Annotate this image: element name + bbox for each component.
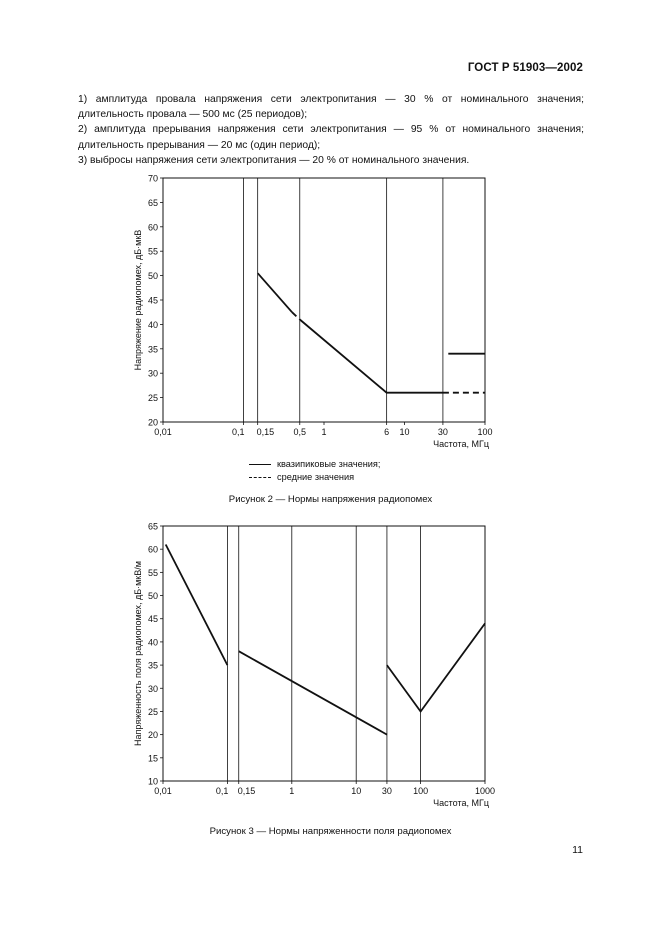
x-tick-label: 1 (321, 427, 327, 437)
y-tick-label: 55 (147, 567, 158, 578)
legend-label-quasi-peak: квазипиковые значения; (277, 459, 381, 469)
legend-item-average (249, 471, 380, 484)
y-tick-label: 10 (147, 776, 158, 787)
y-tick-label: 45 (147, 614, 158, 625)
solid-line-swatch (249, 464, 271, 465)
x-tick-label: 100 (413, 786, 429, 796)
page-number: 11 (572, 844, 583, 856)
series-line-segment-1 (239, 651, 387, 734)
figure-2-caption: Рисунок 2 — Нормы напряжения радиопомех (228, 494, 433, 505)
x-tick-label: 0,5 (293, 427, 307, 437)
x-tick-label: 0,01 (154, 427, 172, 437)
y-tick-label: 40 (147, 637, 158, 648)
y-tick-label: 20 (147, 417, 158, 428)
y-axis-label: Напряженность поля радиопомех, дБ·мкВ/м (133, 561, 143, 746)
x-tick-label: 30 (381, 786, 392, 796)
x-tick-label: 10 (399, 427, 410, 437)
x-tick-label: 1000 (474, 786, 496, 796)
y-tick-label: 35 (147, 344, 158, 355)
y-tick-label: 60 (147, 544, 158, 555)
document-header: ГОСТ Р 51903—2002 (467, 62, 583, 74)
x-tick-label: 0,15 (237, 786, 256, 796)
y-tick-label: 20 (147, 730, 158, 741)
y-tick-label: 30 (147, 683, 158, 694)
y-axis-label: Напряжение радиопомех, дБ·мкВ (133, 229, 143, 371)
legend-item-quasi-peak (249, 458, 380, 471)
y-tick-label: 25 (147, 393, 158, 404)
x-tick-label: 0,1 (231, 427, 245, 437)
x-tick-label: 6 (384, 427, 390, 437)
x-axis-label: Частота, МГц (433, 439, 489, 449)
x-tick-label: 10 (351, 786, 362, 796)
paragraph-2: 2) амплитуда прерывания напряжения сети электропитания — 95 % от номинального значения; длительность прерывания — 20 мс (один период); (78, 124, 584, 151)
y-tick-label: 50 (147, 271, 158, 282)
y-tick-label: 60 (147, 222, 158, 233)
y-tick-label: 70 (147, 173, 158, 184)
x-tick-label: 30 (437, 427, 448, 437)
figure-3-caption: Рисунок 3 — Нормы напряженности поля радиопомех (209, 826, 452, 837)
x-tick-label: 0,1 (215, 786, 229, 796)
plot-frame (163, 526, 485, 781)
legend-label-average: средние значения (277, 472, 355, 482)
y-tick-label: 15 (147, 753, 158, 764)
series-line-segment-2 (387, 623, 485, 711)
y-tick-label: 25 (147, 706, 158, 717)
paragraph-1: 1) амплитуда провала напряжения сети электропитания — 30 % от номинального значения; длительность провала — 500 мс (25 периодов); (78, 94, 584, 121)
y-tick-label: 45 (147, 295, 158, 306)
y-tick-label: 65 (147, 197, 158, 208)
paragraph-3: 3) выбросы напряжения сети электропитания — 20 % от номинального значения. (78, 154, 470, 166)
y-tick-label: 65 (147, 521, 158, 532)
x-tick-label: 0,01 (154, 786, 172, 796)
y-tick-label: 30 (147, 368, 158, 379)
x-tick-label: 100 (477, 427, 493, 437)
series-line-segment-0 (166, 545, 228, 666)
dashed-line-swatch (249, 477, 271, 478)
x-tick-label: 1 (289, 786, 295, 796)
figure-2-legend (249, 458, 380, 484)
x-axis-label: Частота, МГц (433, 798, 489, 808)
y-tick-label: 40 (147, 319, 158, 330)
y-tick-label: 35 (147, 660, 158, 671)
y-tick-label: 50 (147, 591, 158, 602)
x-tick-label: 0,15 (256, 427, 275, 437)
y-tick-label: 55 (147, 246, 158, 257)
